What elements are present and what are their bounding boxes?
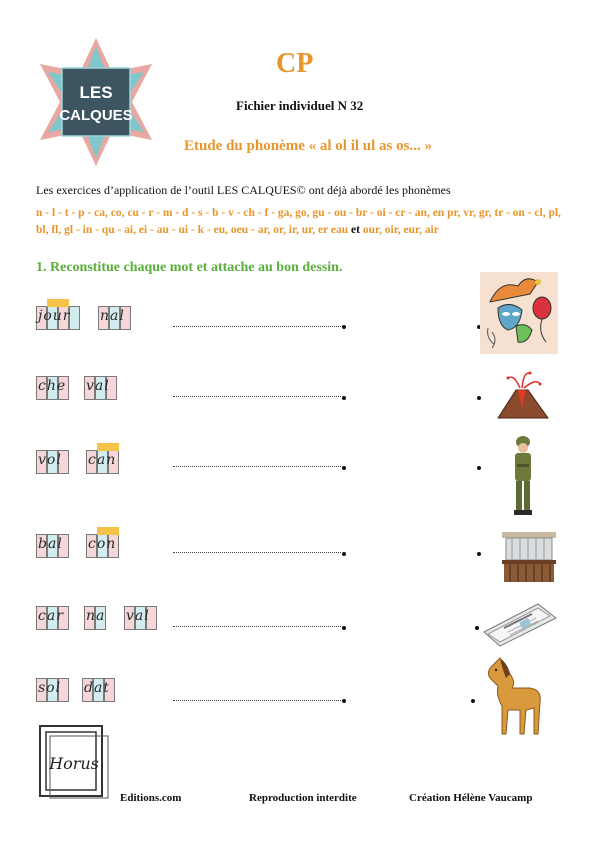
answer-line[interactable] [173, 396, 341, 397]
phoneme-study-title: Etude du phonème « al ol il ul as os... » [184, 138, 432, 154]
answer-line-end-dot [342, 699, 346, 703]
picture-dot[interactable] [475, 626, 479, 630]
volcano-icon [494, 364, 552, 422]
syllable-text: val [86, 378, 110, 394]
horus-logo-text: Horus [49, 754, 99, 773]
syllable-text: sol [38, 680, 62, 696]
phoneme-list-connector: et [348, 224, 363, 236]
picture-dot[interactable] [477, 396, 481, 400]
footer-creation: Création Hélène Vaucamp [409, 792, 533, 804]
answer-line[interactable] [173, 626, 341, 627]
horse-icon [482, 656, 544, 738]
syllable-text: dat [84, 680, 110, 696]
balcony-icon [500, 528, 558, 584]
syllable-group-row6[interactable] [36, 678, 156, 702]
exercise-instruction: 1. Reconstitue chaque mot et attache au bon dessin. [36, 260, 343, 275]
syllable-text: car [38, 608, 64, 624]
footer-reproduction: Reproduction interdite [249, 792, 357, 804]
syllable-text: vol [38, 452, 62, 468]
horus-publisher-logo [36, 722, 112, 802]
syllable-group-row4[interactable] [36, 534, 156, 558]
grade-title: CP [276, 48, 314, 79]
answer-line-end-dot [342, 396, 346, 400]
answer-line[interactable] [173, 700, 341, 701]
les-calques-logo [32, 38, 160, 166]
newspaper-icon [480, 598, 560, 650]
footer-editions: Editions.com [120, 792, 182, 804]
picture-dot[interactable] [477, 552, 481, 556]
syllable-text: che [38, 378, 67, 394]
answer-line[interactable] [173, 466, 341, 467]
phoneme-list-part2: our, oir, eur, air [362, 224, 439, 236]
picture-dot[interactable] [477, 466, 481, 470]
answer-line-end-dot [342, 626, 346, 630]
syllable-text: jour [38, 308, 71, 324]
logo-line2: CALQUES [59, 107, 133, 124]
answer-line[interactable] [173, 552, 341, 553]
answer-line-end-dot [342, 325, 346, 329]
picture-dot[interactable] [471, 699, 475, 703]
worksheet-subtitle: Fichier individuel N 32 [236, 98, 364, 113]
phoneme-list [36, 205, 564, 239]
soldier-icon [508, 434, 538, 518]
answer-line-end-dot [342, 552, 346, 556]
syllable-text: can [88, 452, 117, 468]
syllable-text: na [86, 608, 106, 624]
phoneme-list-part1: n - l - t - p - ca, co, cu - r - m - d - s - b - v - ch - f - ga, go, gu - ou - br - oi - cr - an, en pr, vr, gr, tr - on - cl, pl, bl, fl, gl - in - qu - ai, ei - au - ui - k - eu, oeu - ar, or, ir, ur, er eau [36, 207, 561, 236]
syllable-text: con [88, 536, 117, 552]
answer-line[interactable] [173, 326, 341, 327]
syllable-text: nal [100, 308, 125, 324]
syllable-group-row2[interactable] [36, 376, 156, 400]
syllable-group-row1[interactable] [36, 306, 156, 330]
carnival-mask-icon [480, 272, 558, 354]
intro-text: Les exercices d’application de l’outil LES CALQUES© ont déjà abordé les phonèmes [36, 183, 451, 197]
syllable-text: bal [38, 536, 63, 552]
logo-line1: LES [79, 83, 113, 102]
answer-line-end-dot [342, 466, 346, 470]
syllable-group-row5[interactable] [36, 606, 166, 630]
syllable-group-row3[interactable] [36, 450, 156, 474]
syllable-text: val [126, 608, 150, 624]
